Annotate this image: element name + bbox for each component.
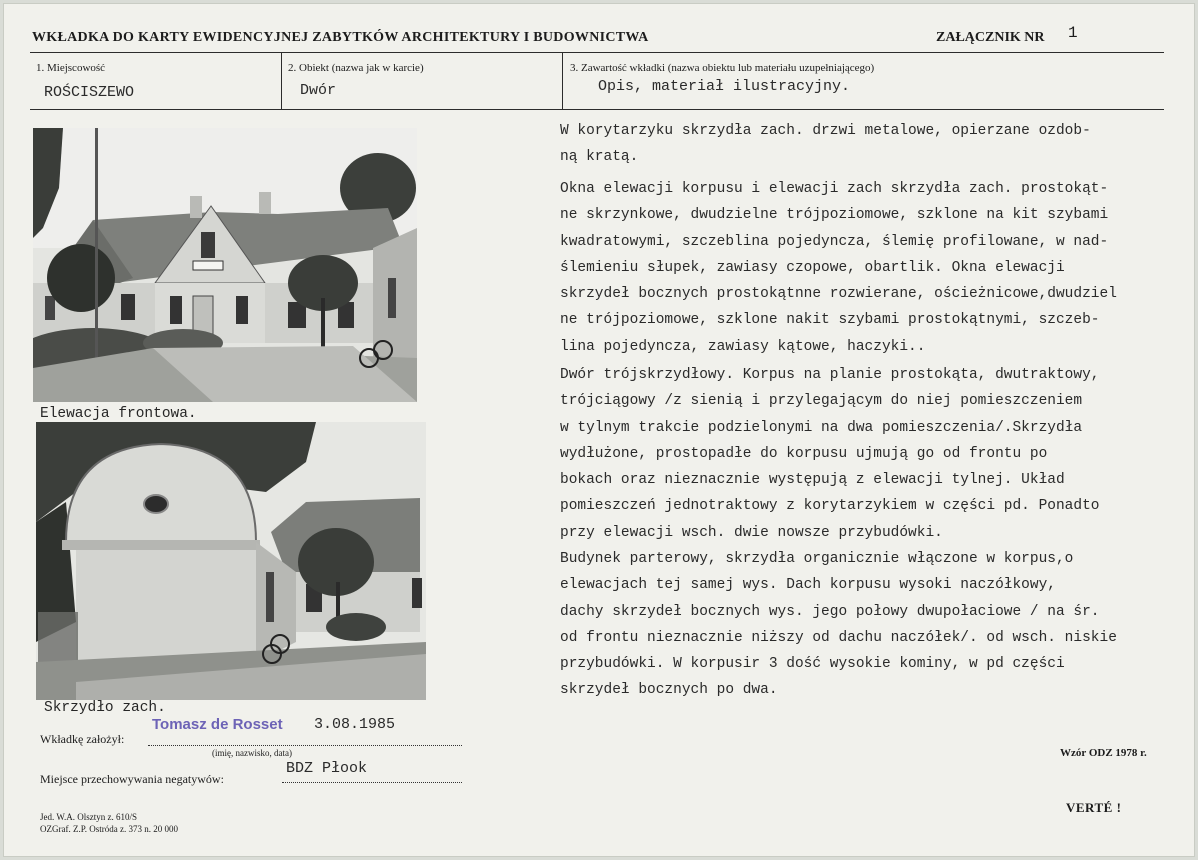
author-label: Wkładkę założył: — [40, 732, 125, 746]
header-rule-top — [30, 52, 1164, 53]
description-line: wydłużone, prostopadłe do korpusu ujmują go od frontu po — [560, 445, 1048, 462]
object-value: Dwór — [300, 82, 337, 99]
description-line: w tylnym trakcie podzielonymi na dwa pomieszczenia/.Skrzydła — [560, 419, 1083, 436]
description-line: ną kratą. — [560, 149, 639, 166]
description-line: bokach oraz nieznacznie występują z elewacji tylnej. Układ — [560, 472, 1065, 489]
negatives-label: Miejsce przechowywania negatywów: — [40, 772, 224, 786]
object-label: 2. Obiekt (nazwa jak w karcie) — [288, 62, 424, 74]
description-line: dachy skrzydeł bocznych wys. jego połowy dwupołaciowe / na śr. — [560, 603, 1100, 620]
description-line: przybudówki. W korpusir 3 dość wysokie kominy, w pd części — [560, 656, 1065, 673]
form-model: Wzór ODZ 1978 r. — [1060, 747, 1147, 759]
printer-line-1: Jed. W.A. Olsztyn z. 610/S — [40, 812, 138, 822]
caption-front: Elewacja frontowa. — [40, 406, 197, 422]
description-line: Dwór trójskrzydłowy. Korpus na planie prostokąta, dwutraktowy, — [560, 367, 1100, 383]
description-paragraph-2 — [560, 176, 1172, 360]
verte-note: VERTÉ ! — [1066, 800, 1122, 815]
photo-west-wing — [36, 422, 426, 700]
description-line: lina pojedyncza, zawiasy kątowe, haczyki.. — [560, 338, 926, 355]
negatives-line — [282, 782, 462, 783]
description-paragraph-4 — [560, 546, 1172, 704]
description-line: przy elewacji wsch. dwie nowsze przybudówki. — [560, 524, 943, 541]
attachment-label: ZAŁĄCZNIK NR — [936, 30, 1045, 45]
description-line: ślemieniu słupek, zawiasy czopowe, obartlik. Okna elewacji — [560, 259, 1065, 276]
description-line: skrzydeł bocznych po dwa. — [560, 682, 778, 699]
author-date: 3.08.1985 — [314, 716, 396, 733]
description-line: kwadratowymi, szczeblina pojedyncza, ślemię profilowane, w nad- — [560, 233, 1109, 250]
description-line: od frontu nieznacznie niższy od dachu naczółek/. od wsch. niskie — [560, 629, 1117, 646]
form-title: WKŁADKA DO KARTY EWIDENCYJNEJ ZABYTKÓW ARCHITEKTURY I BUDOWNICTWA — [32, 30, 649, 45]
description-line: Budynek parterowy, skrzydła organicznie włączone w korpus,o — [560, 551, 1074, 567]
content-value: Opis, materiał ilustracyjny. — [598, 78, 851, 95]
description-line: skrzydeł bocznych prostokątnne rozwierane, ościeżnicowe,dwudziel — [560, 286, 1117, 303]
description-paragraph-1 — [560, 118, 1172, 171]
manor-front-illustration — [33, 128, 417, 402]
description-line: ne trójpoziomowe, szklone nakit szybami prostokątnymi, szczeb- — [560, 312, 1100, 329]
field-divider-1 — [281, 52, 282, 110]
locality-value: ROŚCISZEWO — [44, 84, 135, 101]
author-stamp: Tomasz de Rosset — [152, 716, 283, 733]
printer-line-2: OZGraf. Z.P. Ostróda z. 373 n. 20 000 — [40, 824, 178, 834]
attachment-number: 1 — [1068, 24, 1078, 42]
header-rule-bottom — [30, 109, 1164, 110]
description-line: ne skrzynkowe, dwudzielne trójpoziomowe, szklone na kit szybami — [560, 207, 1109, 224]
description-paragraph-3 — [560, 362, 1172, 546]
field-divider-2 — [562, 52, 563, 110]
description-line: elewacjach tej samej wys. Dach korpusu wysoki naczółkowy, — [560, 577, 1056, 594]
photo-front-elevation — [33, 128, 417, 402]
author-line — [148, 745, 462, 746]
description-line: trójciągowy /z sienią i przylegającym do niej pomieszczeniem — [560, 393, 1083, 410]
author-hint: (imię, nazwisko, data) — [212, 748, 292, 758]
west-wing-illustration — [36, 422, 426, 700]
description-line: Okna elewacji korpusu i elewacji zach skrzydła zach. prostokąt- — [560, 181, 1109, 197]
locality-label: 1. Miejscowość — [36, 62, 106, 74]
description-line: W korytarzyku skrzydła zach. drzwi metalowe, opierzane ozdob- — [560, 123, 1091, 139]
caption-west-wing: Skrzydło zach. — [44, 700, 166, 716]
description-line: pomieszczeń jednotraktowy z korytarzykiem w części pd. Ponadto — [560, 498, 1100, 515]
negatives-value: BDZ Płook — [286, 760, 368, 777]
content-label: 3. Zawartość wkładki (nazwa obiektu lub materiału uzupełniającego) — [570, 62, 875, 74]
